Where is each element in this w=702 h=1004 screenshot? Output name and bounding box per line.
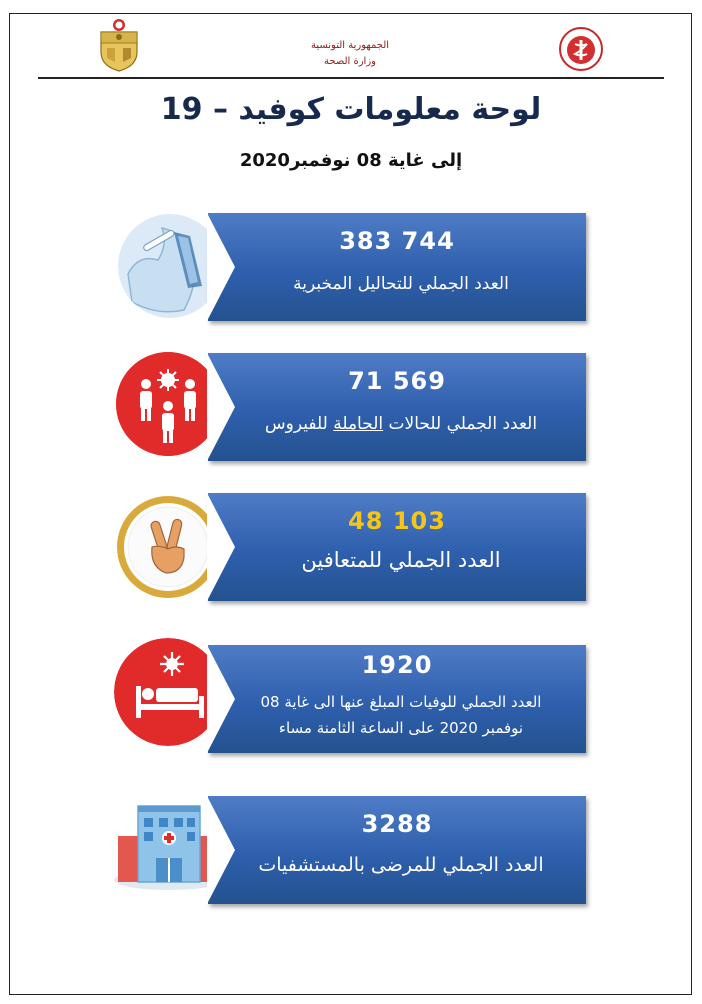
republic-label: الجمهورية التونسية — [310, 40, 390, 51]
stat-value: 71 569 — [348, 367, 446, 395]
ministry-label: وزارة الصحة — [324, 56, 376, 67]
stat-value: 3288 — [361, 810, 433, 838]
header-divider — [38, 77, 664, 79]
stat-label: العدد الجملي للمرضى بالمستشفيات — [258, 854, 544, 876]
people-virus-icon — [116, 352, 220, 456]
stat-card-recovered — [208, 493, 586, 601]
stat-label-underlined: الحاملة — [333, 414, 384, 434]
stat-label-line: العدد الجملي للوفيات المبلغ عنها الى غاية 08 — [260, 693, 542, 711]
ministry-health-logo-icon — [558, 26, 604, 72]
stat-card-hospitalized — [208, 796, 586, 904]
stat-label: العدد الجملي للمتعافين — [301, 548, 501, 572]
stat-value: 48 103 — [348, 507, 446, 535]
stat-card-positive-cases — [208, 353, 586, 461]
stat-card-deaths — [208, 645, 586, 753]
tunisia-emblem-icon — [97, 18, 141, 72]
stat-value: 383 744 — [339, 227, 455, 255]
victory-hand-icon — [116, 495, 220, 599]
stat-label — [232, 689, 570, 741]
stat-value: 1920 — [361, 651, 433, 679]
stat-label-part: العدد الجملي للحالات — [383, 414, 538, 434]
stat-label-part: للفيروس — [264, 414, 334, 434]
page-title: لوحة معلومات كوفيد – 19 — [160, 92, 542, 127]
stat-label-line: نوفمبر 2020 على الساعة الثامنة مساء — [278, 719, 524, 737]
page-subtitle: إلى غاية 08 نوفمبر2020 — [239, 150, 463, 171]
stat-label — [232, 411, 570, 437]
stat-card-lab-tests — [208, 213, 586, 321]
header-text — [260, 38, 440, 70]
stat-label: العدد الجملي للتحاليل المخبرية — [293, 274, 509, 294]
patient-bed-icon — [114, 638, 222, 746]
